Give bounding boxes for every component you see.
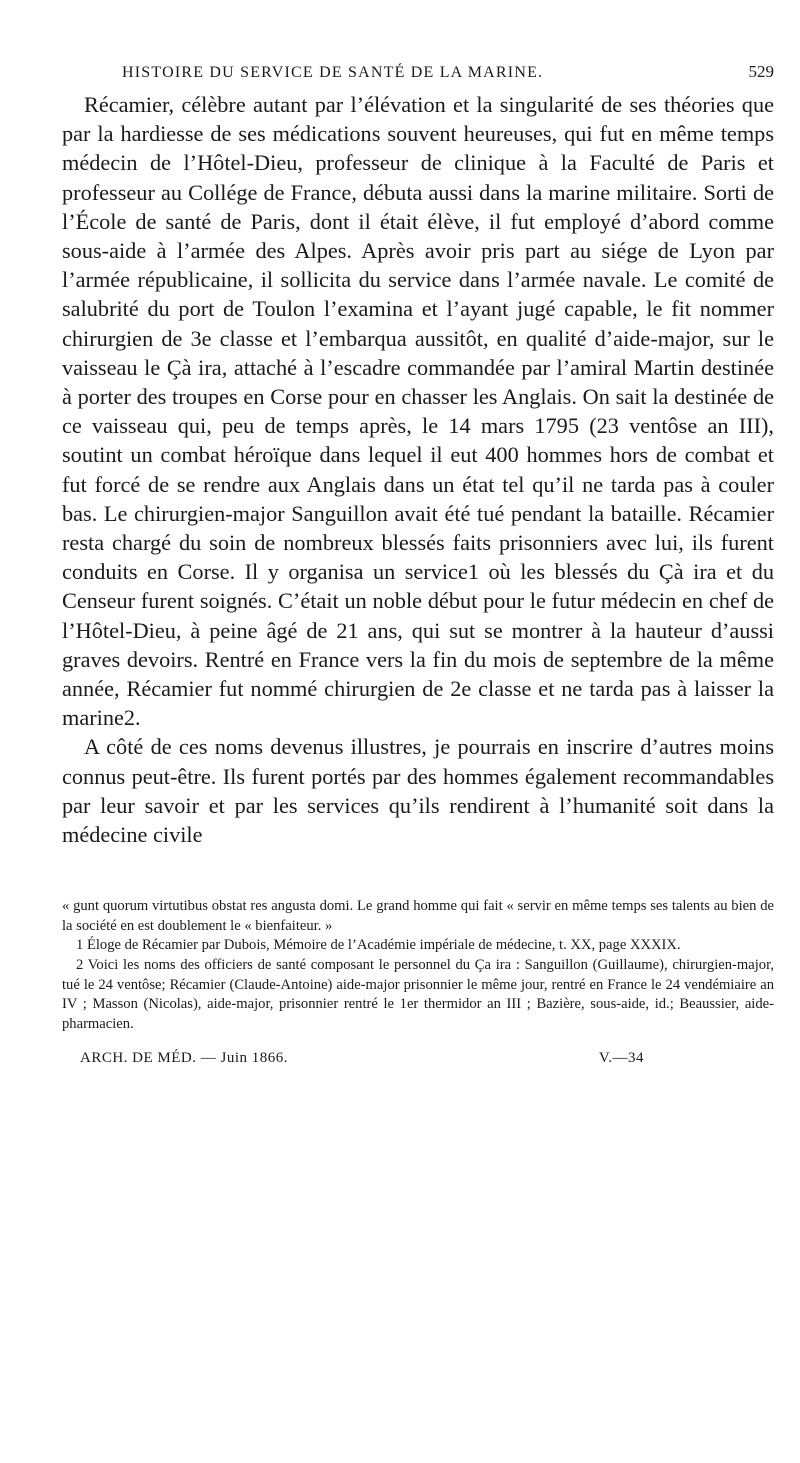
main-text [62, 90, 774, 849]
footnote-2: 2 Voici les noms des officiers de santé composant le personnel du Ça ira : Sanguillon (Guillaume), chirurgien-major, tué le 24 ventôse; Récamier (Claude-Antoine) aide-major prisonnier le même jour, rentré en France le 24 vendémiaire an IV ; Masson (Nicolas), aide-major, prisonnier rentré le 1er thermidor an III ; Bazière, sous-aide, id.; Beaussier, aide-pharmacien. [62, 957, 774, 1032]
footnote-1: 1 Éloge de Récamier par Dubois, Mémoire de l’Académie impériale de médecine, t. XX, page XXXIX. [76, 937, 681, 954]
page-number: 529 [748, 62, 774, 81]
footer-source: ARCH. DE MÉD. — Juin 1866. [80, 1050, 289, 1067]
paragraph-recamier: Récamier, célèbre autant par l’élévation et la singularité de ses théories que par la hardiesse de ses médications souvent heureuses, qui fut en même temps médecin de l’Hôtel-Dieu, professeur de clinique à la Faculté de Paris et professeur au Collége de France, débuta aussi dans la marine militaire. Sorti de l’École de santé de Paris, dont il était élève, il fut employé d’abord comme sous-aide à l’armée des Alpes. Après avoir pris part au siége de Lyon par l’armée républicaine, il sollicita du service dans l’armée navale. Le comité de salubrité du port de Toulon l’examina et l’ayant jugé capable, le fit nommer chirurgien de 3e classe et l’embarqua aussitôt, en qualité d’aide-major, sur le vaisseau le Çà ira, attaché à l’escadre commandée par l’amiral Martin destinée à porter des troupes en Corse pour en chasser les Anglais. On sait la destinée de ce vaisseau qui, peu de temps après, le 14 mars 1795 (23 ventôse an III), soutint un combat héroïque dans lequel il eut 400 hommes hors de combat et fut forcé de se rendre aux Anglais dans un état tel qu’il ne tarda pas à couler bas. Le chirurgien-major Sanguillon avait été tué pendant la bataille. Récamier resta chargé du soin de nombreux blessés faits prisonniers avec lui, ils furent conduits en Corse. Il y organisa un service1 où les blessés du Çà ira et du Censeur furent soignés. C’était un noble début pour le futur médecin en chef de l’Hôtel-Dieu, à peine âgé de 21 ans, qui sut se montrer à la hauteur d’aussi graves devoirs. Rentré en France vers la fin du mois de septembre de la même année, Récamier fut nommé chirurgien de 2e classe et ne tarda pas à laisser la marine2. [62, 92, 774, 731]
running-header [62, 62, 774, 82]
running-title: HISTOIRE DU SERVICE DE SANTÉ DE LA MARINE. [122, 64, 544, 81]
paragraph-autres-noms: A côté de ces noms devenus illustres, je pourrais en inscrire d’autres moins connus peut-être. Ils furent portés par des hommes également recommandables par leur savoir et par les services qu’ils rendirent à l’humanité soit dans la médecine civile [62, 734, 774, 848]
footer-signature: V.—34 [598, 1050, 644, 1067]
page-footer [62, 1050, 774, 1067]
document-page [62, 62, 774, 1067]
footnote-continuation: « gunt quorum virtutibus obstat res angusta domi. Le grand homme qui fait « servir en même temps ses talents au bien de la société en est doublement le « bienfaiteur. » [62, 898, 774, 934]
footnotes [62, 897, 774, 1034]
